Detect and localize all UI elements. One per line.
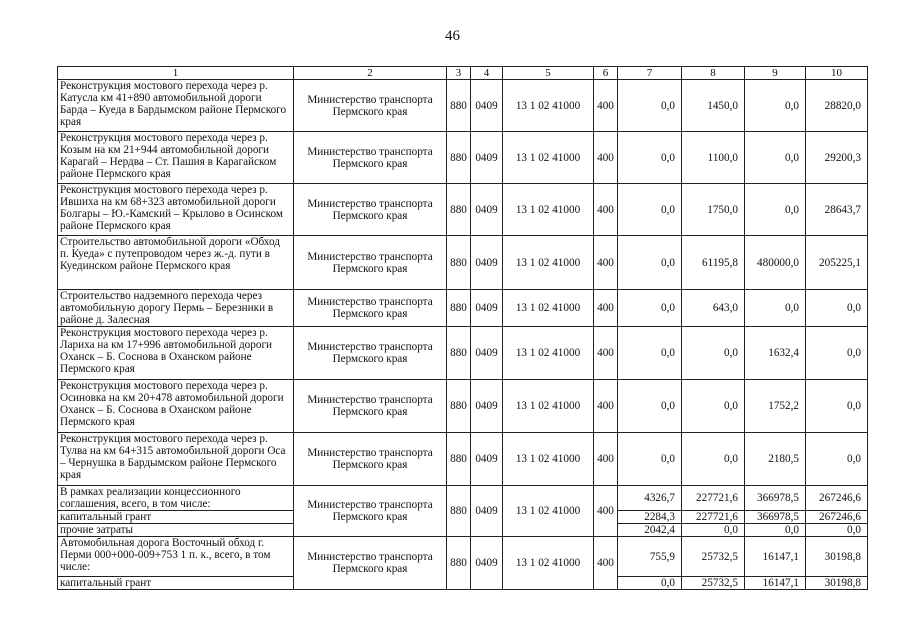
expense-type: 400 <box>594 380 618 433</box>
expense-type: 400 <box>594 327 618 380</box>
value-col9: 480000,0 <box>745 236 806 290</box>
description: Реконструкция мостового перехода через р. Тулва на км 64+315 автомобильной дороги Оса – Чернушка в Бардымском районе Пермского края <box>58 433 294 486</box>
value-col10: 0,0 <box>806 327 868 380</box>
section-code: 0409 <box>471 433 503 486</box>
table-row <box>58 184 868 236</box>
value-col9: 0,0 <box>745 524 806 537</box>
column-header: 2 <box>294 67 447 80</box>
table-row <box>58 380 868 433</box>
value-col7: 0,0 <box>618 80 682 132</box>
value-col10: 205225,1 <box>806 236 868 290</box>
value-col8: 0,0 <box>682 380 745 433</box>
expense-type: 400 <box>594 290 618 327</box>
sub-label: капитальный грант <box>58 577 294 590</box>
value-col8: 25732,5 <box>682 537 745 577</box>
section-code: 0409 <box>471 380 503 433</box>
value-col10: 30198,8 <box>806 577 868 590</box>
value-col9: 1752,2 <box>745 380 806 433</box>
admin-code: 880 <box>447 184 471 236</box>
value-col9: 0,0 <box>745 184 806 236</box>
value-col10: 0,0 <box>806 380 868 433</box>
value-col10: 0,0 <box>806 290 868 327</box>
page-number: 46 <box>445 28 460 44</box>
ministry: Министерство транспорта Пермского края <box>294 132 447 184</box>
ministry: Министерство транспорта Пермского края <box>294 380 447 433</box>
target-article: 13 1 02 41000 <box>503 184 594 236</box>
value-col10: 0,0 <box>806 524 868 537</box>
value-col7: 0,0 <box>618 327 682 380</box>
value-col10: 267246,6 <box>806 511 868 524</box>
target-article: 13 1 02 41000 <box>503 433 594 486</box>
column-header: 8 <box>682 67 745 80</box>
table-row <box>58 537 868 577</box>
admin-code: 880 <box>447 236 471 290</box>
ministry: Министерство транспорта Пермского края <box>294 537 447 590</box>
value-col8: 1750,0 <box>682 184 745 236</box>
value-col10: 30198,8 <box>806 537 868 577</box>
admin-code: 880 <box>447 132 471 184</box>
description: Строительство автомобильной дороги «Обход п. Куеда» с путепроводом через ж.-д. пути в Куединском районе Пермского края <box>58 236 294 290</box>
value-col10: 28643,7 <box>806 184 868 236</box>
value-col7: 0,0 <box>618 132 682 184</box>
ministry: Министерство транспорта Пермского края <box>294 236 447 290</box>
value-col7: 755,9 <box>618 537 682 577</box>
table-row <box>58 327 868 380</box>
budget-table <box>57 66 868 590</box>
target-article: 13 1 02 41000 <box>503 80 594 132</box>
value-col7: 0,0 <box>618 380 682 433</box>
admin-code: 880 <box>447 537 471 590</box>
value-col10: 29200,3 <box>806 132 868 184</box>
admin-code: 880 <box>447 80 471 132</box>
description: Строительство надземного перехода через автомобильную дорогу Пермь – Березники в районе д. Залесная <box>58 290 294 327</box>
target-article: 13 1 02 41000 <box>503 486 594 537</box>
expense-type: 400 <box>594 132 618 184</box>
description: В рамках реализации концессионного соглашения, всего, в том числе: <box>58 486 294 511</box>
value-col8: 25732,5 <box>682 577 745 590</box>
value-col7: 0,0 <box>618 290 682 327</box>
expense-type: 400 <box>594 80 618 132</box>
value-col7: 2042,4 <box>618 524 682 537</box>
value-col9: 0,0 <box>745 132 806 184</box>
value-col9: 0,0 <box>745 290 806 327</box>
table-row <box>58 132 868 184</box>
value-col7: 0,0 <box>618 236 682 290</box>
value-col9: 16147,1 <box>745 537 806 577</box>
column-header: 7 <box>618 67 682 80</box>
table-row <box>58 236 868 290</box>
value-col10: 28820,0 <box>806 80 868 132</box>
column-header: 10 <box>806 67 868 80</box>
ministry: Министерство транспорта Пермского края <box>294 486 447 537</box>
ministry: Министерство транспорта Пермского края <box>294 184 447 236</box>
expense-type: 400 <box>594 184 618 236</box>
value-col9: 0,0 <box>745 80 806 132</box>
target-article: 13 1 02 41000 <box>503 236 594 290</box>
ministry: Министерство транспорта Пермского края <box>294 433 447 486</box>
expense-type: 400 <box>594 236 618 290</box>
admin-code: 880 <box>447 290 471 327</box>
header-row <box>58 67 868 80</box>
target-article: 13 1 02 41000 <box>503 132 594 184</box>
description: Реконструкция мостового перехода через р. Козым на км 21+944 автомобильной дороги Карагай – Нердва – Ст. Пашия в Карагайском районе Пермского края <box>58 132 294 184</box>
table-row <box>58 80 868 132</box>
section-code: 0409 <box>471 80 503 132</box>
description: Автомобильная дорога Восточный обход г. Перми 000+000-009+753 1 п. к., всего, в том числе: <box>58 537 294 577</box>
target-article: 13 1 02 41000 <box>503 290 594 327</box>
value-col8: 227721,6 <box>682 486 745 511</box>
column-header: 1 <box>58 67 294 80</box>
description: Реконструкция мостового перехода через р. Катусла км 41+890 автомобильной дороги Барда – Куеда в Бардымском районе Пермского края <box>58 80 294 132</box>
admin-code: 880 <box>447 380 471 433</box>
value-col8: 643,0 <box>682 290 745 327</box>
value-col8: 1450,0 <box>682 80 745 132</box>
table-row <box>58 290 868 327</box>
value-col7: 4326,7 <box>618 486 682 511</box>
column-header: 4 <box>471 67 503 80</box>
value-col9: 1632,4 <box>745 327 806 380</box>
value-col8: 0,0 <box>682 327 745 380</box>
value-col8: 61195,8 <box>682 236 745 290</box>
column-header: 3 <box>447 67 471 80</box>
section-code: 0409 <box>471 236 503 290</box>
value-col7: 0,0 <box>618 433 682 486</box>
value-col8: 227721,6 <box>682 511 745 524</box>
value-col8: 0,0 <box>682 433 745 486</box>
value-col9: 366978,5 <box>745 486 806 511</box>
value-col9: 366978,5 <box>745 511 806 524</box>
admin-code: 880 <box>447 486 471 537</box>
expense-type: 400 <box>594 433 618 486</box>
admin-code: 880 <box>447 433 471 486</box>
column-header: 5 <box>503 67 594 80</box>
table-row <box>58 433 868 486</box>
expense-type: 400 <box>594 537 618 590</box>
value-col8: 0,0 <box>682 524 745 537</box>
description: Реконструкция мостового перехода через р. Лариха на км 17+996 автомобильной дороги Оханск – Б. Соснова в Оханском районе Пермского края <box>58 327 294 380</box>
admin-code: 880 <box>447 327 471 380</box>
section-code: 0409 <box>471 290 503 327</box>
target-article: 13 1 02 41000 <box>503 380 594 433</box>
description: Реконструкция мостового перехода через р. Осиновка на км 20+478 автомобильной дороги Оханск – Б. Соснова в Оханском районе Пермского края <box>58 380 294 433</box>
ministry: Министерство транспорта Пермского края <box>294 80 447 132</box>
value-col10: 0,0 <box>806 433 868 486</box>
target-article: 13 1 02 41000 <box>503 327 594 380</box>
column-header: 6 <box>594 67 618 80</box>
value-col10: 267246,6 <box>806 486 868 511</box>
target-article: 13 1 02 41000 <box>503 537 594 590</box>
expense-type: 400 <box>594 486 618 537</box>
section-code: 0409 <box>471 327 503 380</box>
ministry: Министерство транспорта Пермского края <box>294 327 447 380</box>
value-col8: 1100,0 <box>682 132 745 184</box>
sub-label: прочие затраты <box>58 524 294 537</box>
value-col9: 2180,5 <box>745 433 806 486</box>
sub-label: капитальный грант <box>58 511 294 524</box>
section-code: 0409 <box>471 184 503 236</box>
table-row <box>58 486 868 511</box>
section-code: 0409 <box>471 132 503 184</box>
value-col9: 16147,1 <box>745 577 806 590</box>
column-header: 9 <box>745 67 806 80</box>
value-col7: 0,0 <box>618 184 682 236</box>
section-code: 0409 <box>471 486 503 537</box>
value-col7: 2284,3 <box>618 511 682 524</box>
value-col7: 0,0 <box>618 577 682 590</box>
description: Реконструкция мостового перехода через р. Ившиха на км 68+323 автомобильной дороги Болгары – Ю.-Камский – Крылово в Осинском районе Пермского края <box>58 184 294 236</box>
section-code: 0409 <box>471 537 503 590</box>
ministry: Министерство транспорта Пермского края <box>294 290 447 327</box>
